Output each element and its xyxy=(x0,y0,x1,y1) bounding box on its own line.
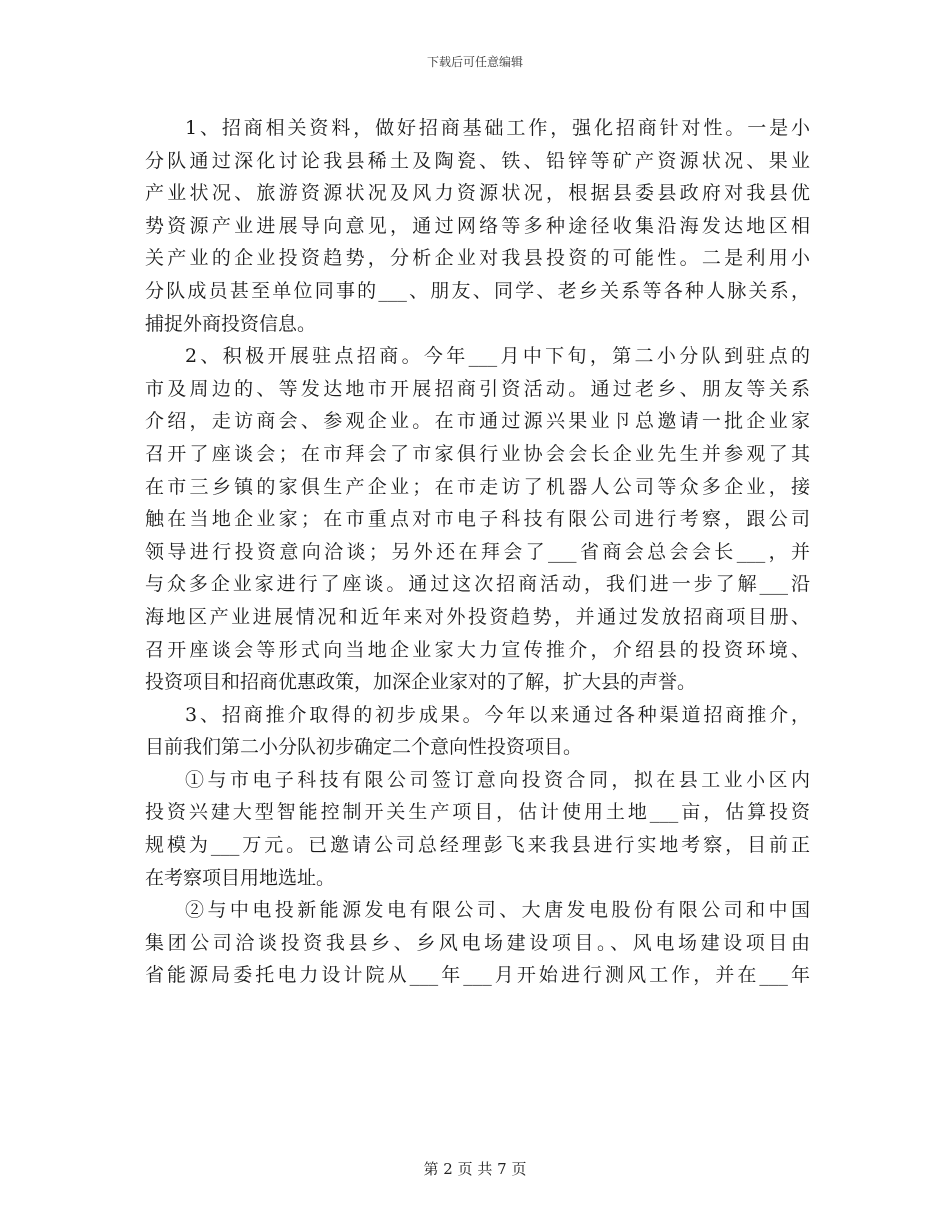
text-line: 分队通过深化讨论我县稀土及陶瓷、铁、铅锌等矿产资源状况、果业 xyxy=(145,149,810,172)
text-line: 分队成员甚至单位同事的___、朋友、同学、老乡关系等各种人脉关系， xyxy=(145,279,810,302)
text-line: 领导进行投资意向洽谈；另外还在拜会了___省商会总会会长___，并 xyxy=(145,540,810,563)
text-line: 捕捉外商投资信息。 xyxy=(145,312,317,335)
text-line: 与众多企业家进行了座谈。通过这次招商活动，我们进一步了解___沿 xyxy=(145,573,810,596)
text-line: 省能源局委托电力设计院从___年___月开始进行测风工作，并在___年 xyxy=(145,964,810,987)
text-line: 规模为___万元。已邀请公司总经理彭飞来我县进行实地考察，目前正 xyxy=(145,834,810,857)
text-line: 召开了座谈会；在市拜会了市家俱行业协会会长企业先生并参观了其 xyxy=(145,442,810,465)
text-line: 市及周边的、等发达地市开展招商引资活动。通过老乡、朋友等关系 xyxy=(145,377,810,400)
text-line: 产业状况、旅游资源状况及风力资源状况，根据县委县政府对我县优 xyxy=(145,182,810,205)
text-line: 介绍，走访商会、参观企业。在市通过源兴果业卪总邀请一批企业家 xyxy=(145,410,810,433)
text-line: 召开座谈会等形式向当地企业家大力宣传推介，介绍县的投资环境、 xyxy=(145,638,810,661)
text-line: 在考察项目用地选址。 xyxy=(145,866,336,889)
document-body xyxy=(145,112,810,992)
text-line: 关产业的企业投资趋势，分析企业对我县投资的可能性。二是利用小 xyxy=(145,247,810,270)
text-line: 集团公司洽谈投资我县乡、乡风电场建设项目。、风电场建设项目由 xyxy=(145,931,810,954)
text-line: 2、积极开展驻点招商。今年___月中下旬，第二小分队到驻点的 xyxy=(185,345,810,368)
text-line: 在市三乡镇的家俱生产企业；在市走访了机器人公司等众多企业，接 xyxy=(145,475,810,498)
text-line: 势资源产业进展导向意见，通过网络等多种途径收集沿海发达地区相 xyxy=(145,214,810,237)
text-line: 触在当地企业家；在市重点对市电子科技有限公司进行考察，跟公司 xyxy=(145,508,810,531)
text-line: ②与中电投新能源发电有限公司、大唐发电股份有限公司和中国 xyxy=(185,899,810,922)
text-line: 投资项目和招商优惠政策，加深企业家对的了解，扩大县的声誉。 xyxy=(145,671,697,694)
text-line: 投资兴建大型智能控制开关生产项目，估计使用土地___亩，估算投资 xyxy=(145,801,810,824)
text-line: 3、招商推介取得的初步成果。今年以来通过各种渠道招商推介， xyxy=(185,703,810,726)
page-header-note: 下载后可任意编辑 xyxy=(426,55,523,69)
page-number: 第 2 页 共 7 页 xyxy=(423,1160,527,1178)
text-line: ①与市电子科技有限公司签订意向投资合同，拟在县工业小区内 xyxy=(185,768,810,791)
text-line: 1、招商相关资料，做好招商基础工作，强化招商针对性。一是小 xyxy=(185,117,810,139)
text-line: 目前我们第二小分队初步确定二个意向性投资项目。 xyxy=(145,736,583,759)
text-line: 海地区产业进展情况和近年来对外投资趋势，并通过发放招商项目册、 xyxy=(145,605,810,628)
